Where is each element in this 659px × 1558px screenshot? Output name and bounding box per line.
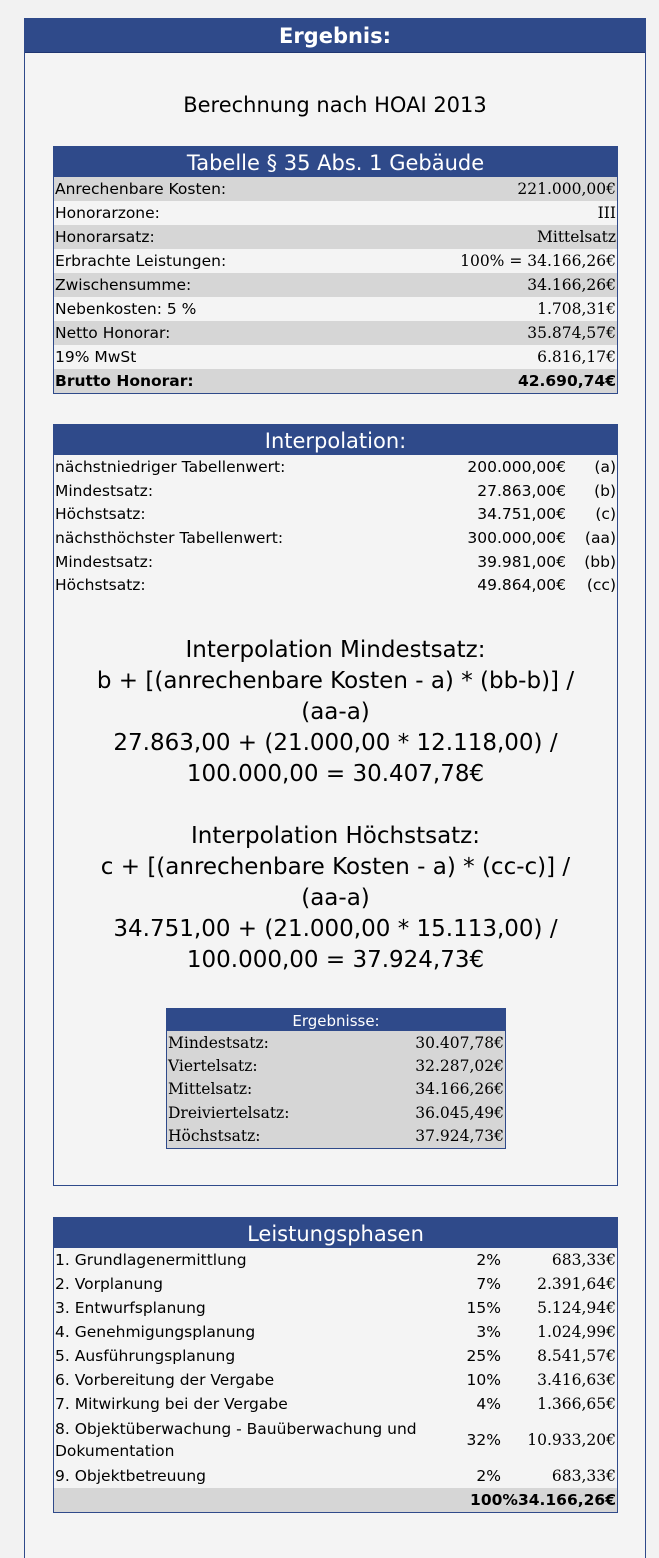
phase-pct: 7% bbox=[476, 1275, 501, 1293]
phase-amt: 683,33€ bbox=[551, 1467, 616, 1485]
row-label: Anrechenbare Kosten: bbox=[55, 180, 227, 198]
phase-amt: 2.391,64€ bbox=[537, 1275, 616, 1293]
interp-tag: (c) bbox=[595, 505, 616, 524]
min-formula-line2: (aa-a) bbox=[301, 699, 370, 726]
results-label: Dreiviertelsatz: bbox=[168, 1103, 290, 1122]
min-formula-line4: 100.000,00 = 30.407,78€ bbox=[186, 761, 485, 788]
phase-pct: 25% bbox=[466, 1347, 501, 1365]
phase-amt: 8.541,57€ bbox=[537, 1347, 616, 1365]
phase-label: 7. Mitwirkung bei der Vergabe bbox=[55, 1395, 288, 1413]
row-value: 221.000,00€ bbox=[517, 180, 616, 198]
row-label: Nebenkosten: 5 % bbox=[55, 300, 197, 318]
result-panel bbox=[24, 18, 646, 1558]
interp-label: Mindestsatz: bbox=[55, 481, 154, 500]
min-formula bbox=[54, 635, 617, 790]
interp-label: Höchstsatz: bbox=[55, 576, 146, 595]
row-value: 100% = 34.166,26€ bbox=[460, 252, 616, 270]
interp-row bbox=[54, 455, 617, 479]
row-label: Netto Honorar: bbox=[55, 324, 171, 342]
phase-amt: 5.124,94€ bbox=[537, 1299, 616, 1317]
interp-tag: (cc) bbox=[586, 576, 616, 595]
phase-row bbox=[54, 1248, 617, 1272]
table-row bbox=[54, 321, 617, 345]
phases-title: Leistungsphasen bbox=[54, 1218, 617, 1248]
phase-label: 6. Vorbereitung der Vergabe bbox=[55, 1371, 275, 1389]
table-row bbox=[54, 273, 617, 297]
interp-label: nächstniedriger Tabellenwert: bbox=[55, 457, 286, 476]
interp-value: 300.000,00€ bbox=[467, 528, 566, 547]
interp-tag: (bb) bbox=[584, 552, 616, 571]
interp-tag: (b) bbox=[594, 481, 616, 500]
row-value: Mittelsatz bbox=[536, 228, 616, 246]
phase-label: 4. Genehmigungsplanung bbox=[55, 1323, 256, 1341]
interp-row bbox=[54, 479, 617, 503]
results-value: 30.407,78€ bbox=[415, 1033, 504, 1052]
results-title: Ergebnisse: bbox=[167, 1009, 505, 1031]
results-row bbox=[167, 1125, 505, 1148]
phase-row bbox=[54, 1344, 617, 1368]
phase-amt: 1.024,99€ bbox=[537, 1323, 616, 1341]
results-value: 34.166,26€ bbox=[415, 1080, 504, 1099]
results-label: Mindestsatz: bbox=[168, 1033, 269, 1052]
phase-amt: 10.933,20€ bbox=[527, 1431, 616, 1449]
results-box bbox=[166, 1008, 506, 1149]
max-formula-line2: (aa-a) bbox=[301, 885, 370, 912]
interp-row bbox=[54, 526, 617, 550]
row-value: III bbox=[597, 204, 616, 222]
interp-tag: (a) bbox=[594, 457, 616, 476]
phase-row bbox=[54, 1296, 617, 1320]
interp-value: 34.751,00€ bbox=[477, 505, 566, 524]
row-label: Zwischensumme: bbox=[55, 276, 192, 294]
results-row bbox=[167, 1078, 505, 1101]
table-row bbox=[54, 297, 617, 321]
phase-pct: 3% bbox=[476, 1323, 501, 1341]
phases-total-pct: 100% bbox=[470, 1491, 518, 1509]
interp-value: 200.000,00€ bbox=[467, 457, 566, 476]
phase-label: 2. Vorplanung bbox=[55, 1275, 163, 1293]
row-label: Brutto Honorar: bbox=[55, 372, 194, 390]
row-label: Erbrachte Leistungen: bbox=[55, 252, 227, 270]
table35-box bbox=[53, 146, 618, 394]
phase-pct: 32% bbox=[466, 1431, 501, 1449]
interp-value: 27.863,00€ bbox=[477, 481, 566, 500]
row-value: 35.874,57€ bbox=[527, 324, 616, 342]
phase-pct: 2% bbox=[476, 1251, 501, 1269]
phase-amt: 683,33€ bbox=[551, 1251, 616, 1269]
phase-label: 5. Ausführungsplanung bbox=[55, 1347, 236, 1365]
phase-row bbox=[54, 1464, 617, 1488]
interp-label: nächsthöchster Tabellenwert: bbox=[55, 528, 284, 547]
max-formula-line3: 34.751,00 + (21.000,00 * 15.113,00) / bbox=[113, 916, 558, 943]
interp-label: Höchstsatz: bbox=[55, 505, 146, 524]
min-formula-line1: b + [(anrechenbare Kosten - a) * (bb-b)] / bbox=[96, 668, 575, 695]
phase-label: 3. Entwurfsplanung bbox=[55, 1299, 206, 1317]
interpolation-title: Interpolation: bbox=[54, 425, 617, 455]
results-row bbox=[167, 1031, 505, 1054]
phase-amt: 1.366,65€ bbox=[537, 1395, 616, 1413]
phase-label: 1. Grundlagenermittlung bbox=[55, 1251, 247, 1269]
table-row bbox=[54, 345, 617, 369]
phase-row bbox=[54, 1320, 617, 1344]
page-subtitle: Berechnung nach HOAI 2013 bbox=[183, 93, 487, 117]
row-value: 42.690,74€ bbox=[517, 372, 616, 390]
interp-row bbox=[54, 550, 617, 574]
phase-amt: 3.416,63€ bbox=[537, 1371, 616, 1389]
row-label: Honorarzone: bbox=[55, 204, 160, 222]
phases-box bbox=[53, 1217, 618, 1513]
interp-value: 49.864,00€ bbox=[477, 576, 566, 595]
table35-title: Tabelle § 35 Abs. 1 Gebäude bbox=[54, 147, 617, 177]
max-formula bbox=[54, 821, 617, 976]
phase-pct: 2% bbox=[476, 1467, 501, 1485]
min-formula-line3: 27.863,00 + (21.000,00 * 12.118,00) / bbox=[113, 730, 558, 757]
phase-row bbox=[54, 1392, 617, 1416]
results-label: Viertelsatz: bbox=[168, 1057, 258, 1076]
table-row bbox=[54, 249, 617, 273]
table-row bbox=[54, 201, 617, 225]
results-value: 37.924,73€ bbox=[415, 1127, 504, 1146]
phase-row bbox=[54, 1416, 617, 1464]
table-row bbox=[54, 177, 617, 201]
row-label: 19% MwSt bbox=[55, 348, 137, 366]
max-formula-line1: c + [(anrechenbare Kosten - a) * (cc-c)] / bbox=[100, 854, 571, 881]
results-value: 36.045,49€ bbox=[415, 1103, 504, 1122]
results-row bbox=[167, 1101, 505, 1124]
interp-value: 39.981,00€ bbox=[477, 552, 566, 571]
min-formula-title: Interpolation Mindestsatz: bbox=[185, 637, 486, 664]
results-label: Mittelsatz: bbox=[168, 1080, 253, 1099]
phases-total-row bbox=[54, 1488, 617, 1512]
table-row-total bbox=[54, 369, 617, 393]
interpolation-box bbox=[53, 424, 618, 1186]
row-value: 34.166,26€ bbox=[527, 276, 616, 294]
phase-label: 8. Objektüberwachung - Bauüberwachung und Dokumentation bbox=[55, 1420, 417, 1460]
phase-pct: 4% bbox=[476, 1395, 501, 1413]
row-value: 1.708,31€ bbox=[537, 300, 616, 318]
interp-tag: (aa) bbox=[584, 528, 616, 547]
interp-row bbox=[54, 502, 617, 526]
phase-label: 9. Objektbetreuung bbox=[55, 1467, 206, 1485]
phases-total-amt: 34.166,26€ bbox=[517, 1491, 616, 1509]
phase-row bbox=[54, 1272, 617, 1296]
max-formula-title: Interpolation Höchstsatz: bbox=[190, 823, 481, 850]
row-label: Honorarsatz: bbox=[55, 228, 155, 246]
interp-label: Mindestsatz: bbox=[55, 552, 154, 571]
row-value: 6.816,17€ bbox=[537, 348, 616, 366]
phase-pct: 15% bbox=[466, 1299, 501, 1317]
phase-pct: 10% bbox=[466, 1371, 501, 1389]
interp-row bbox=[54, 573, 617, 597]
results-row bbox=[167, 1054, 505, 1077]
table-row bbox=[54, 225, 617, 249]
phase-row bbox=[54, 1368, 617, 1392]
max-formula-line4: 100.000,00 = 37.924,73€ bbox=[186, 947, 485, 974]
results-value: 32.287,02€ bbox=[415, 1057, 504, 1076]
result-header: Ergebnis: bbox=[25, 18, 645, 53]
results-label: Höchstsatz: bbox=[168, 1127, 261, 1146]
